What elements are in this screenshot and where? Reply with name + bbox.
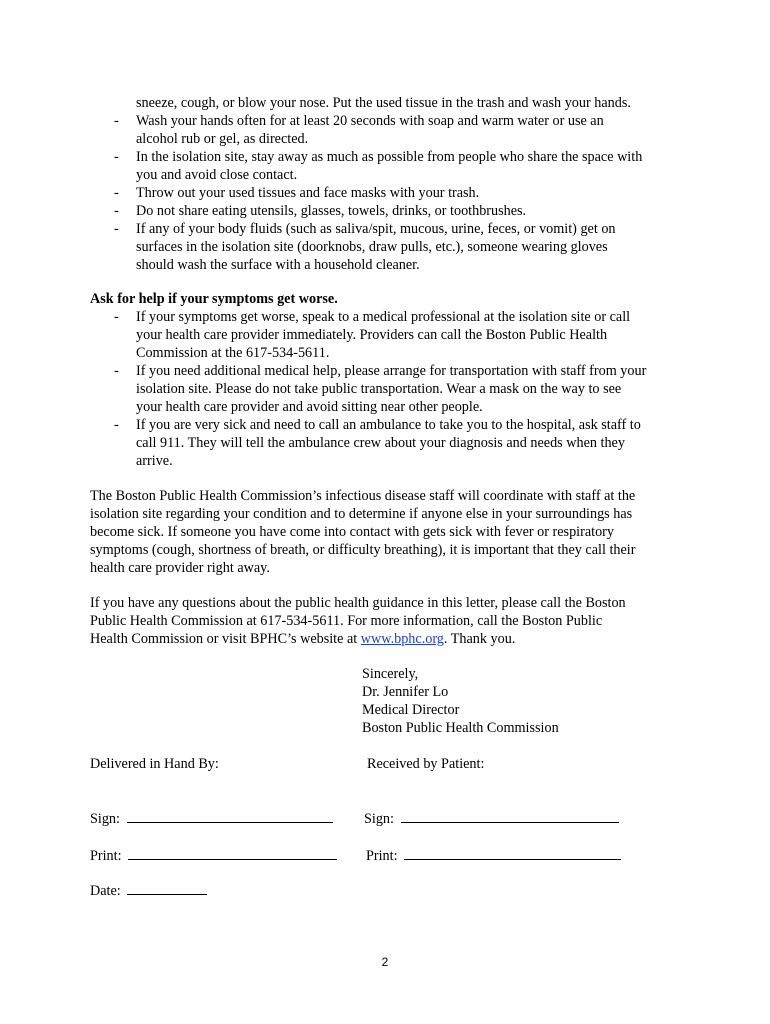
delivered-print-line[interactable]	[128, 845, 337, 860]
help-bullet-text: If your symptoms get worse, speak to a medical professional at the isolation site or call	[136, 309, 631, 325]
questions-line-3	[90, 630, 515, 648]
hygiene-bullet-text: surfaces in the isolation site (doorknobs, draw pulls, etc.), someone wearing gloves	[136, 239, 608, 255]
help-bullet-text: Commission at the 617-534-5611.	[136, 345, 330, 361]
signer-name: Dr. Jennifer Lo	[362, 684, 449, 700]
continued-text: sneeze, cough, or blow your nose. Put the used tissue in the trash and wash your hands.	[136, 95, 631, 111]
received-sign-line[interactable]	[401, 808, 619, 823]
delivered-print-row	[90, 845, 337, 865]
help-bullet-text: If you are very sick and need to call an ambulance to take you to the hospital, ask staff to	[136, 417, 641, 433]
coordination-line: become sick. If someone you have come into contact with gets sick with fever or respiratory	[90, 524, 614, 540]
help-bullet-text: call 911. They will tell the ambulance crew about your diagnosis and needs when they	[136, 435, 625, 451]
hygiene-bullet-dash: -	[114, 221, 119, 237]
hygiene-bullet-text: alcohol rub or gel, as directed.	[136, 131, 309, 147]
help-bullet-text: arrive.	[136, 453, 173, 469]
hygiene-bullet-text: Do not share eating utensils, glasses, towels, drinks, or toothbrushes.	[136, 203, 527, 219]
coordination-line: health care provider right away.	[90, 560, 270, 576]
help-bullet-text: your health care provider and avoid sitting near other people.	[136, 399, 483, 415]
help-bullet-text: isolation site. Please do not take public transportation. Wear a mask on the way to see	[136, 381, 622, 397]
help-bullet-dash: -	[114, 363, 119, 379]
questions-line-1: If you have any questions about the public health guidance in this letter, please call the Boston	[90, 595, 626, 611]
signer-title: Medical Director	[362, 702, 460, 718]
signer-organization: Boston Public Health Commission	[362, 720, 559, 736]
hygiene-bullet-text: Throw out your used tissues and face masks with your trash.	[136, 185, 480, 201]
hygiene-bullet-dash: -	[114, 185, 119, 201]
closing-salutation: Sincerely,	[362, 666, 419, 682]
received-print-label: Print:	[366, 848, 398, 864]
hygiene-bullet-text: In the isolation site, stay away as much as possible from people who share the space with	[136, 149, 643, 165]
questions-line-2: Public Health Commission at 617-534-5611. For more information, call the Boston Public	[90, 613, 603, 629]
coordination-line: The Boston Public Health Commission’s infectious disease staff will coordinate with staff at the	[90, 488, 636, 504]
received-sign-row	[364, 808, 619, 828]
hygiene-bullet-text: If any of your body fluids (such as saliva/spit, mucous, urine, feces, or vomit) get on	[136, 221, 616, 237]
hygiene-bullet-text: Wash your hands often for at least 20 seconds with soap and warm water or use an	[136, 113, 604, 129]
help-bullet-text: your health care provider immediately. Providers can call the Boston Public Health	[136, 327, 608, 343]
coordination-line: symptoms (cough, shortness of breath, or difficulty breathing), it is important that they call their	[90, 542, 636, 558]
delivered-label: Delivered in Hand By:	[90, 756, 219, 772]
delivered-sign-line[interactable]	[127, 808, 333, 823]
page-number: 2	[381, 955, 389, 969]
received-label: Received by Patient:	[367, 756, 485, 772]
received-print-row	[366, 845, 621, 865]
hygiene-bullet-text: should wash the surface with a household cleaner.	[136, 257, 420, 273]
hygiene-bullet-text: you and avoid close contact.	[136, 167, 298, 183]
hygiene-bullet-dash: -	[114, 149, 119, 165]
delivered-sign-label: Sign:	[90, 811, 120, 827]
date-row	[90, 880, 207, 900]
help-bullet-text: If you need additional medical help, please arrange for transportation with staff from your	[136, 363, 647, 379]
received-sign-label: Sign:	[364, 811, 394, 827]
questions-line-3-start: Health Commission or visit BPHC’s website at	[90, 631, 361, 647]
bphc-website-link[interactable]: www.bphc.org	[360, 631, 444, 647]
help-bullet-dash: -	[114, 309, 119, 325]
coordination-line: isolation site regarding your condition and to determine if anyone else in your surroundings has	[90, 506, 633, 522]
questions-line-3-end: . Thank you.	[443, 631, 516, 647]
date-line[interactable]	[127, 880, 207, 895]
help-heading: Ask for help if your symptoms get worse.	[90, 291, 338, 307]
delivered-print-label: Print:	[90, 848, 122, 864]
hygiene-bullet-dash: -	[114, 113, 119, 129]
hygiene-bullet-dash: -	[114, 203, 119, 219]
date-label: Date:	[90, 883, 121, 899]
received-print-line[interactable]	[404, 845, 621, 860]
delivered-sign-row	[90, 808, 333, 828]
help-bullet-dash: -	[114, 417, 119, 433]
